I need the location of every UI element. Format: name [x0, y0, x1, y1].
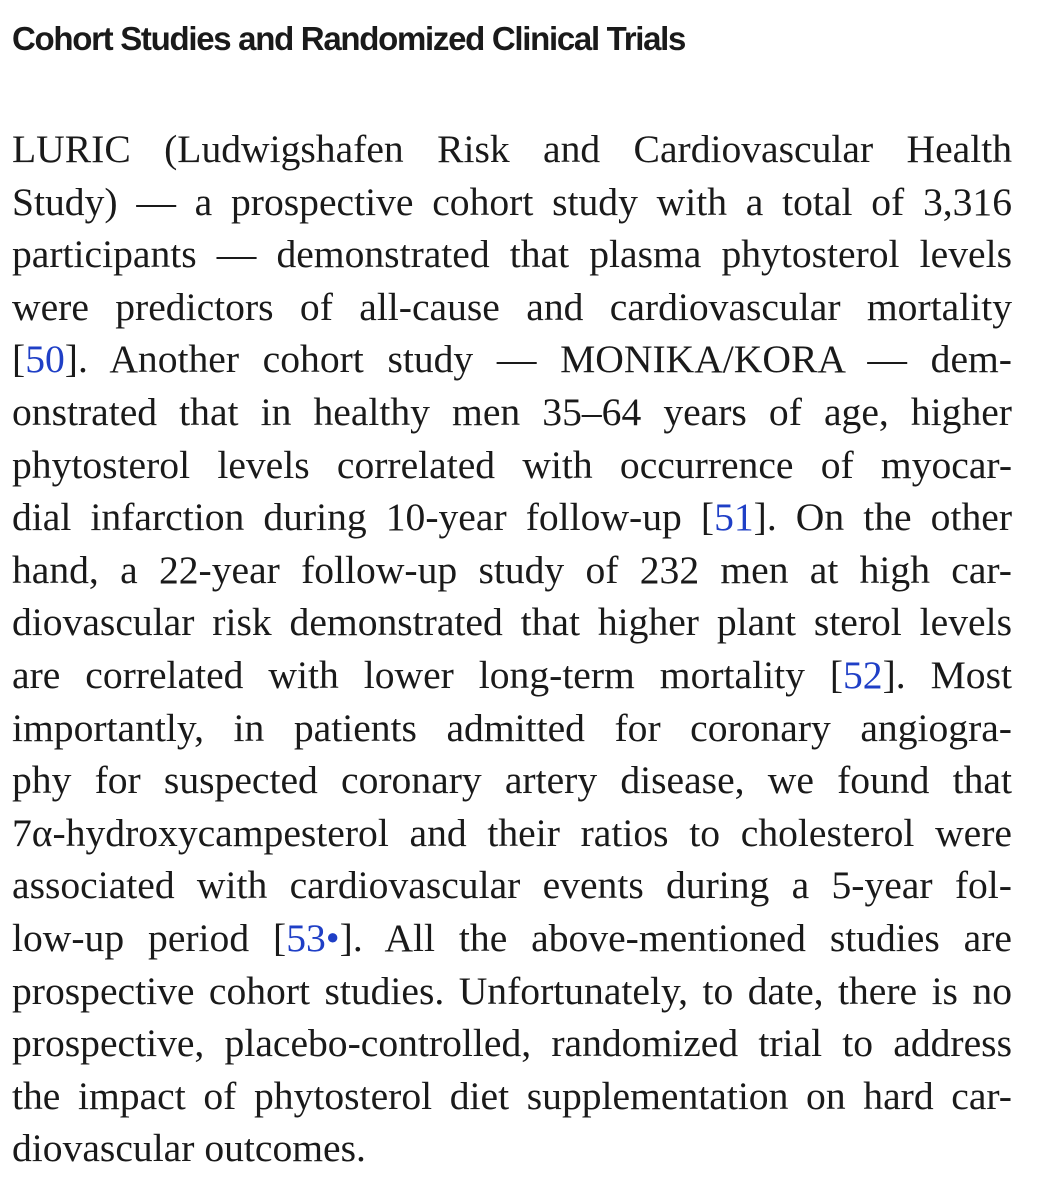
text-line: Study) — a prospective cohort study with a total of 3,316 — [12, 179, 1012, 224]
text-line: LURIC (Ludwigshafen Risk and Cardiovascular Health — [12, 127, 1012, 171]
text-segment: ]. Most — [882, 652, 1012, 697]
text-line: 7α-hydroxycampesterol and their ratios to cholesterol were — [12, 810, 1012, 855]
text-line — [12, 333, 1012, 386]
text-segment: are correlated with lower long-term mortality [ — [12, 652, 844, 697]
text-line: hand, a 22-year follow-up study of 232 men at high car- — [12, 547, 1012, 592]
text-line: diovascular risk demonstrated that higher plant sterol levels — [12, 600, 1012, 645]
text-line: importantly, in patients admitted for coronary angiogra- — [12, 705, 1012, 750]
text-line: were predictors of all-cause and cardiovascular mortality — [12, 284, 1012, 329]
body-paragraph — [12, 123, 1012, 1175]
text-segment: ]. On the other — [753, 495, 1012, 540]
text-segment: low-up period [ — [12, 915, 287, 960]
text-line: diovascular outcomes. — [12, 1126, 366, 1171]
text-line: onstrated that in healthy men 35–64 years of age, higher — [12, 389, 1012, 434]
reference-link-51[interactable]: 51 — [714, 495, 754, 540]
text-line: prospective, placebo-controlled, randomized trial to address — [12, 1021, 1012, 1066]
section-heading: Cohort Studies and Randomized Clinical Trials — [12, 20, 686, 57]
text-line — [12, 912, 1012, 965]
text-line: participants — demonstrated that plasma phytosterol levels — [12, 232, 1012, 277]
text-segment: ]. All the above-mentioned studies are — [339, 915, 1012, 960]
reference-link-50[interactable]: 50 — [25, 337, 65, 382]
text-line — [12, 649, 1012, 702]
text-line: phy for suspected coronary artery disease, we found that — [12, 758, 1012, 803]
text-segment: dial infarction during 10-year follow-up [ — [12, 495, 715, 540]
text-line: prospective cohort studies. Unfortunately, to date, there is no — [12, 968, 1012, 1013]
text-line: associated with cardiovascular events during a 5-year fol- — [12, 863, 1012, 908]
reference-link-52[interactable]: 52 — [843, 652, 883, 697]
text-line: phytosterol levels correlated with occurrence of myocar- — [12, 442, 1012, 487]
reference-link-53[interactable]: 53• — [286, 915, 340, 960]
text-line: the impact of phytosterol diet supplementation on hard car- — [12, 1073, 1012, 1118]
text-segment: ]. Another cohort study — MONIKA/KORA — dem- — [64, 337, 1012, 382]
text-segment: [ — [12, 337, 26, 382]
text-line — [12, 491, 1012, 544]
